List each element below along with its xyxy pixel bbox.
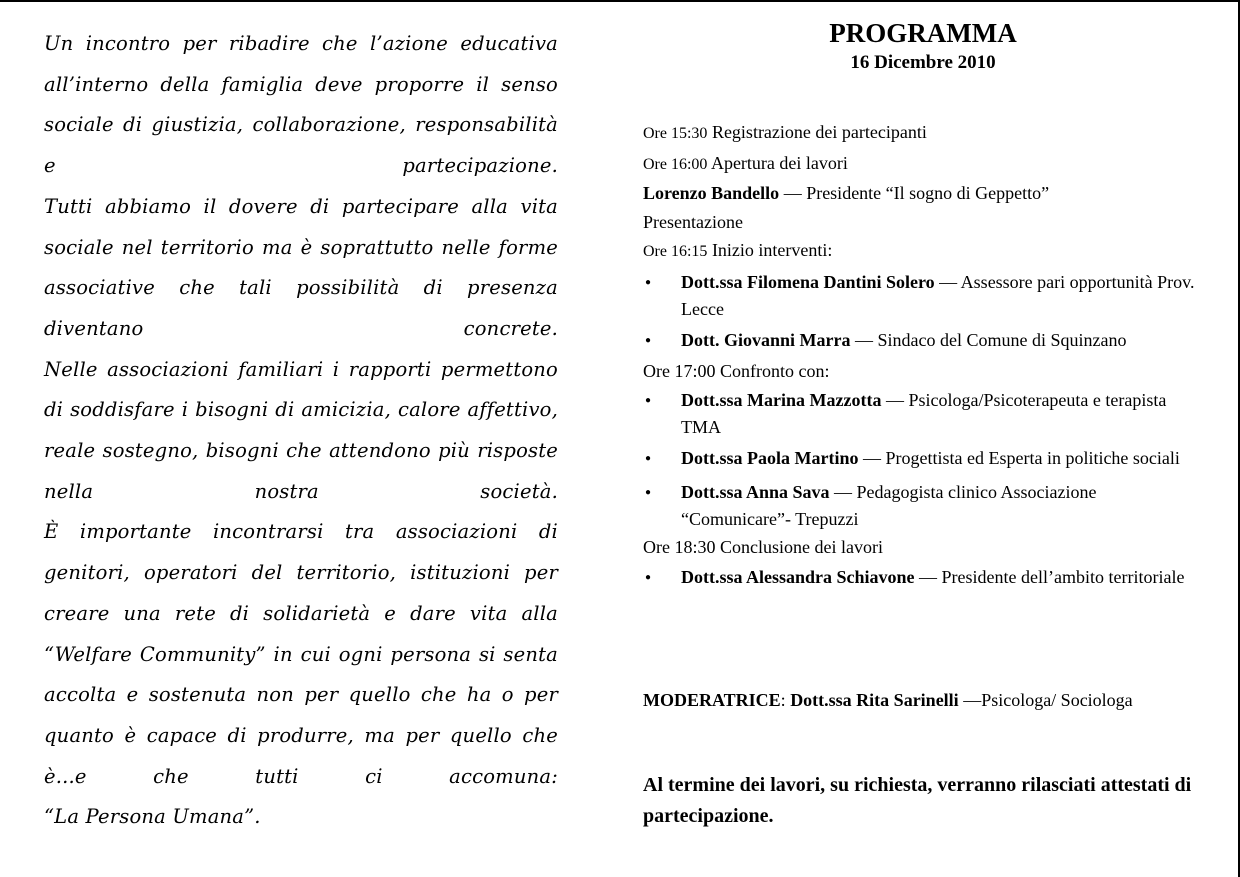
moderator-label: MODERATRICE xyxy=(643,690,781,710)
speaker-name: Lorenzo Bandello xyxy=(643,183,780,203)
speaker-role: — Pedagogista clinico Associazione “Comunicare”- Trepuzzi xyxy=(681,482,1097,529)
bullet-icon xyxy=(643,564,681,594)
speaker-item xyxy=(643,327,1208,357)
moderator-name: Dott.ssa Rita Sarinelli xyxy=(790,690,959,710)
speaker-role: — Sindaco del Comune di Squinzano xyxy=(850,329,1127,350)
speaker-item xyxy=(643,445,1208,475)
speaker-item xyxy=(643,387,1208,441)
bullet-icon xyxy=(643,327,681,357)
speaker-name: Dott.ssa Alessandra Schiavone xyxy=(681,566,915,587)
presentation-label: Presentazione xyxy=(643,211,743,232)
speaker-bandello xyxy=(643,179,1208,208)
bullet-icon xyxy=(643,269,681,323)
top-border xyxy=(0,0,1240,2)
speaker-role: — Psicologa/Psicoterapeuta e terapista TMA xyxy=(681,390,1167,437)
schedule-1530 xyxy=(643,118,1208,149)
speaker-role: — Presidente dell’ambito territoriale xyxy=(914,566,1185,587)
intro-paragraph-2: Tutti abbiamo il dovere di partecipare alla vita sociale nel territorio ma è soprattutto nelle forme associative che tali possibilità di presenza diventano concrete. xyxy=(44,194,558,340)
intro-paragraph-1: Un incontro per ribadire che l’azione educativa all’interno della famiglia deve proporre il senso sociale di giustizia, collaborazione, responsabilità e partecipazione. xyxy=(44,32,558,178)
speaker-name: Dott. Giovanni Marra xyxy=(681,329,851,350)
schedule-1830: Ore 18:30 Conclusione dei lavori xyxy=(643,537,883,557)
closing-note: Al termine dei lavori, su richiesta, verranno rilasciati attestati di partecipazione. xyxy=(643,774,1192,827)
bullet-icon xyxy=(643,479,681,533)
speaker-name: Dott.ssa Anna Sava xyxy=(681,482,830,502)
schedule-text: Registrazione dei partecipanti xyxy=(707,122,927,142)
time-label: Ore 16:00 xyxy=(643,155,708,173)
speaker-role: — Progettista ed Esperta in politiche sociali xyxy=(858,448,1180,468)
bullet-icon xyxy=(643,387,681,441)
moderator-role: —Psicologa/ Sociologa xyxy=(958,690,1133,710)
speaker-item xyxy=(643,564,1208,594)
speaker-name: Dott.ssa Marina Mazzotta xyxy=(681,390,882,410)
time-label: Ore 16:15 xyxy=(643,243,708,260)
program-date: 16 Dicembre 2010 xyxy=(850,52,996,73)
program-column xyxy=(643,16,1208,827)
bullet-icon xyxy=(643,445,681,475)
schedule-1600 xyxy=(643,149,1208,180)
speaker-item xyxy=(643,269,1208,323)
moderator-sep: : xyxy=(780,690,791,710)
schedule-1700: Ore 17:00 Confronto con: xyxy=(643,360,830,381)
speaker-name: Dott.ssa Filomena Dantini Solero xyxy=(681,271,935,292)
schedule-text: Inizio interventi: xyxy=(707,240,833,260)
schedule-text: Apertura dei lavori xyxy=(707,152,848,173)
speaker-role: — Assessore pari opportunità Prov. Lecce xyxy=(681,271,1195,319)
speaker-role: — Presidente “Il sogno di Geppetto” xyxy=(779,183,1050,203)
program-list xyxy=(643,118,1208,598)
intro-paragraph-5: “La Persona Umana”. xyxy=(44,805,261,829)
intro-paragraph-3: Nelle associazioni familiari i rapporti permettono di soddisfare i bisogni di amicizia, calore affettivo, reale sostegno, bisogni che attendono più risposte nella nostra società. xyxy=(44,357,558,503)
intro-text-column xyxy=(44,24,558,838)
speaker-name: Dott.ssa Paola Martino xyxy=(681,448,859,468)
intro-paragraph-4: È importante incontrarsi tra associazioni di genitori, operatori del territorio, istituzioni per creare una rete di solidarietà e dare vita alla “Welfare Community” in cui ogni persona si senta accolta e sostenuta non per quello che ha o per quanto è capace di produrre, ma per quello che è...e che tutti ci accomuna: xyxy=(44,520,558,788)
time-label: Ore 15:30 xyxy=(643,125,708,142)
schedule-1615 xyxy=(643,236,1208,267)
moderator-line xyxy=(643,686,1208,714)
program-title: PROGRAMMA xyxy=(829,18,1017,48)
speaker-item xyxy=(643,479,1208,533)
